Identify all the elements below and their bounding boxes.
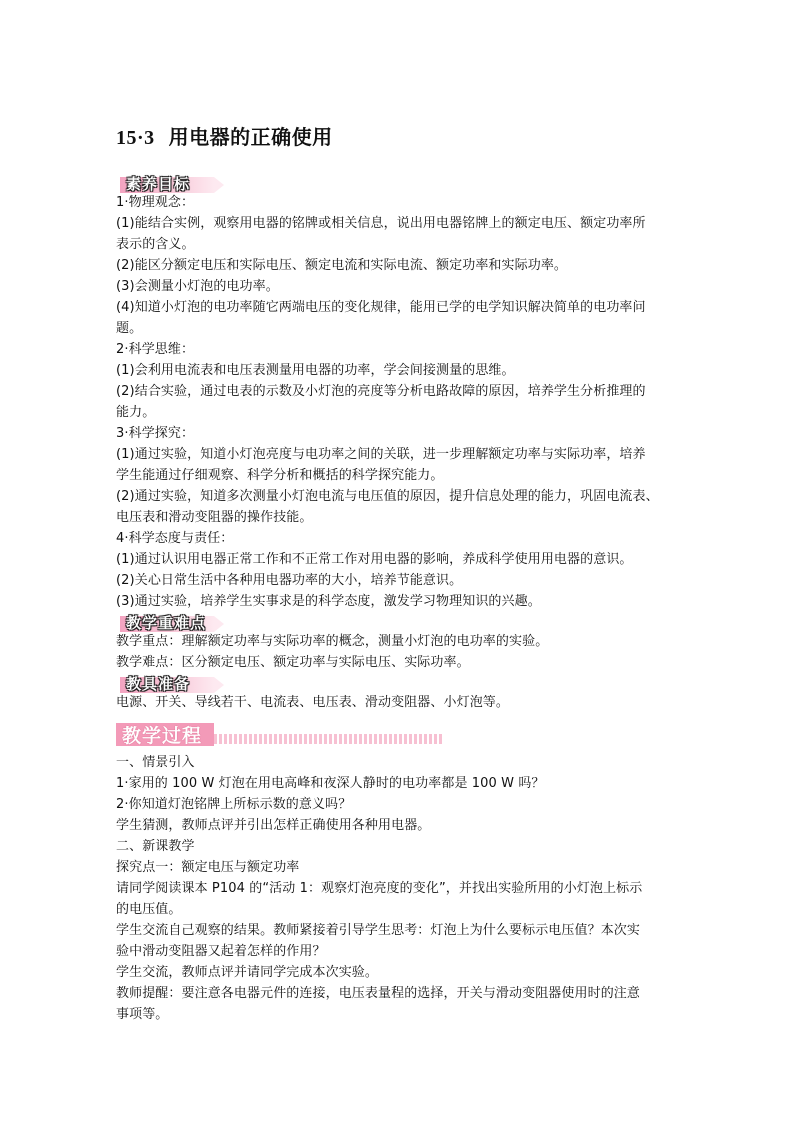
section-header-materials bbox=[120, 673, 216, 694]
text-line: 题。 bbox=[116, 321, 143, 336]
lesson-number: 15·3 bbox=[116, 127, 155, 149]
text-line: 1·物理观念： bbox=[116, 195, 195, 210]
text-line: 验中滑动变阻器又起着怎样的作用？ bbox=[116, 944, 326, 959]
text-line: (1)通过实验，知道小灯泡亮度与电功率之间的关联，进一步理解额定功率与实际功率，培养 bbox=[116, 447, 646, 462]
text-line: 学生交流自己观察的结果。教师紧接着引导学生思考：灯泡上为什么要标示电压值？本次实 bbox=[116, 923, 641, 938]
text-line: 电压表和滑动变阻器的操作技能。 bbox=[116, 510, 313, 525]
text-line: (1)通过认识用电器正常工作和不正常工作对用电器的影响，养成科学使用用电器的意识。 bbox=[116, 552, 633, 567]
text-line: (2)通过实验，知道多次测量小灯泡电流与电压值的原因，提升信息处理的能力，巩固电流表、 bbox=[116, 489, 659, 504]
text-line: 一、情景引入 bbox=[116, 755, 195, 770]
text-line: 学生能通过仔细观察、科学分析和概括的科学探究能力。 bbox=[116, 468, 444, 483]
text-line: 事项等。 bbox=[116, 1007, 169, 1022]
text-line: (2)关心日常生活中各种用电器功率的大小，培养节能意识。 bbox=[116, 573, 463, 588]
text-line: (2)能区分额定电压和实际电压、额定电流和实际电流、额定功率和实际功率。 bbox=[116, 258, 568, 273]
text-line: 1·家用的 100 W 灯泡在用电高峰和夜深人静时的电功率都是 100 W 吗？ bbox=[116, 776, 545, 791]
section-header-process bbox=[116, 719, 446, 749]
text-line: 请同学阅读课本 P104 的“活动 1：观察灯泡亮度的变化”，并找出实验所用的小灯泡上标示 bbox=[116, 881, 643, 896]
lesson-title bbox=[116, 121, 333, 150]
text-line: 教学重点：理解额定功率与实际功率的概念，测量小灯泡的电功率的实验。 bbox=[116, 634, 549, 649]
section-header-label: 教学重难点 bbox=[126, 614, 207, 632]
section-header-key-points bbox=[120, 612, 216, 633]
section-header-label: 素养目标 bbox=[126, 175, 191, 193]
section-header-label: 教具准备 bbox=[126, 675, 191, 693]
lesson-title-text: 用电器的正确使用 bbox=[168, 125, 333, 149]
section-header-label: 教学过程 bbox=[122, 725, 203, 747]
text-line: 4·科学态度与责任： bbox=[116, 531, 234, 546]
text-line: (2)结合实验，通过电表的示数及小灯泡的亮度等分析电路故障的原因，培养学生分析推理的 bbox=[116, 384, 646, 399]
text-line: 探究点一：额定电压与额定功率 bbox=[116, 860, 300, 875]
text-line: 表示的含义。 bbox=[116, 237, 195, 252]
text-line: 3·科学探究： bbox=[116, 426, 195, 441]
text-line: 教学难点：区分额定电压、额定功率与实际电压、实际功率。 bbox=[116, 655, 470, 670]
text-line: 2·科学思维： bbox=[116, 342, 195, 357]
text-line: 学生交流，教师点评并请同学完成本次实验。 bbox=[116, 965, 379, 980]
section-header-goals bbox=[120, 173, 216, 194]
text-line: 教师提醒：要注意各电器元件的连接，电压表量程的选择，开关与滑动变阻器使用时的注意 bbox=[116, 986, 641, 1001]
text-line: 2·你知道灯泡铭牌上所标示数的意义吗？ bbox=[116, 797, 352, 812]
text-line: (1)会利用电流表和电压表测量用电器的功率，学会间接测量的思维。 bbox=[116, 363, 515, 378]
text-line: (4)知道小灯泡的电功率随它两端电压的变化规律，能用已学的电学知识解决简单的电功率问 bbox=[116, 300, 646, 315]
text-line: 学生猜测，教师点评并引出怎样正确使用各种用电器。 bbox=[116, 818, 431, 833]
text-line: 的电压值。 bbox=[116, 902, 182, 917]
text-line: (3)通过实验，培养学生实事求是的科学态度，激发学习物理知识的兴趣。 bbox=[116, 594, 541, 609]
text-line: (3)会测量小灯泡的电功率。 bbox=[116, 279, 279, 294]
text-line: 能力。 bbox=[116, 405, 156, 420]
text-line: (1)能结合实例，观察用电器的铭牌或相关信息，说出用电器铭牌上的额定电压、额定功率所 bbox=[116, 216, 646, 231]
text-line: 电源、开关、导线若干、电流表、电压表、滑动变阻器、小灯泡等。 bbox=[116, 695, 510, 710]
text-line: 二、新课教学 bbox=[116, 839, 195, 854]
